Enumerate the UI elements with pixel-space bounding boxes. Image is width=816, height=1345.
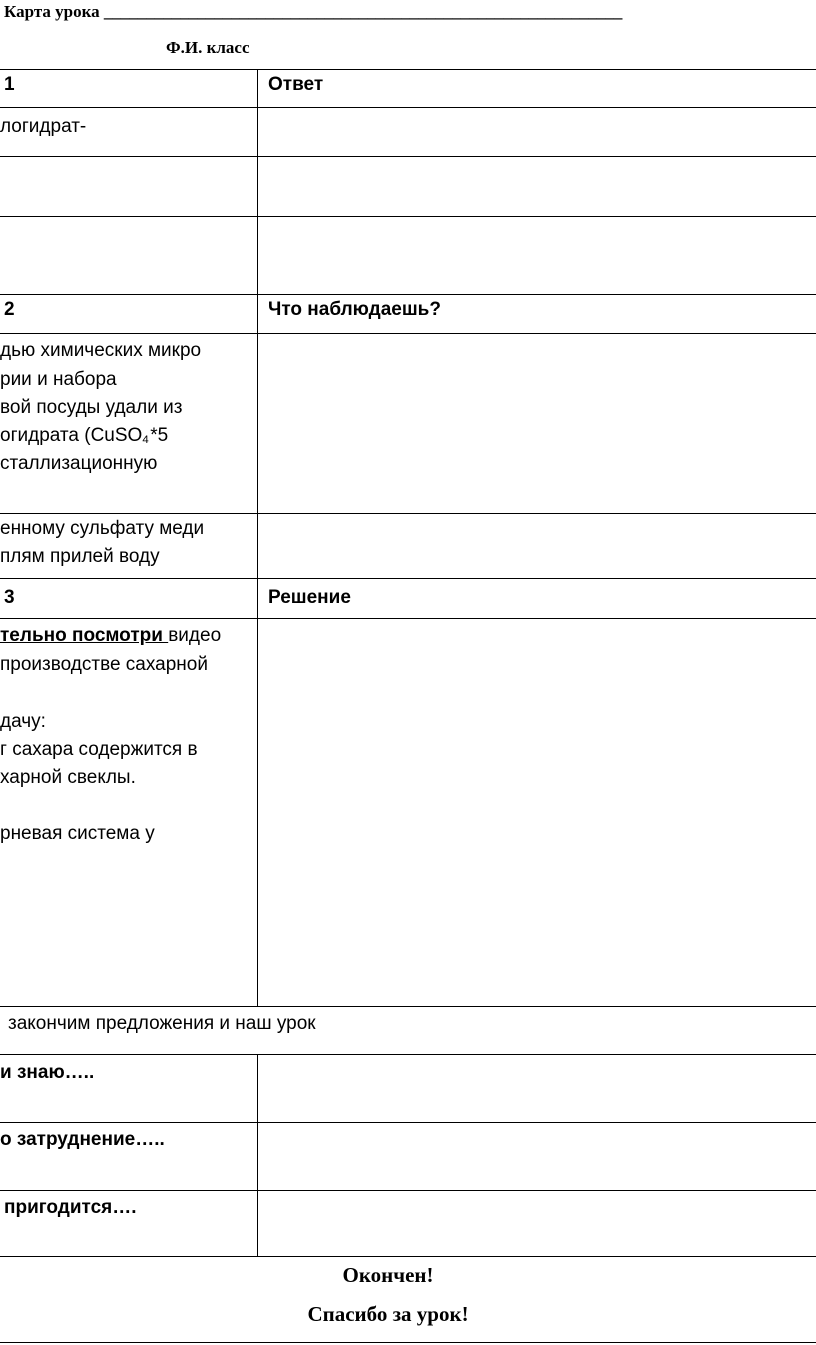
formula-subscript: 4 <box>142 434 149 446</box>
task-2-line: вой посуды удали из <box>0 397 183 418</box>
lesson-map-title <box>4 2 622 22</box>
row-divider <box>0 1122 816 1123</box>
task-2-step2-line: плям прилей воду <box>0 546 160 567</box>
task-3-line: дачу: <box>0 711 46 732</box>
observation-cell-1[interactable] <box>262 338 810 508</box>
answer-cell-3[interactable] <box>262 220 810 290</box>
task-3-line: харной свеклы. <box>0 767 136 788</box>
task-2-step2-line: енному сульфату меди <box>0 518 205 539</box>
row-divider <box>0 1190 816 1191</box>
answer-cell-2[interactable] <box>262 160 810 212</box>
row-divider <box>0 156 816 157</box>
lesson-finished: Окончен! <box>342 1263 434 1287</box>
task-2-line: рии и набора <box>0 369 117 390</box>
task-2-number: 2 <box>4 299 15 320</box>
row-divider <box>0 1256 816 1257</box>
formula-tail: *5 <box>150 425 169 446</box>
row-divider <box>0 578 816 579</box>
row-divider <box>0 513 816 514</box>
watch-carefully-text: тельно посмотри <box>0 625 169 646</box>
task-2-line: сталлизационную <box>0 453 158 474</box>
task-1-question: логидрат- <box>0 116 87 137</box>
observation-cell-2[interactable] <box>262 517 810 574</box>
student-name-class-label: Ф.И. класс <box>166 38 250 57</box>
table-top-border <box>0 69 816 70</box>
row-divider <box>0 107 816 108</box>
row-divider <box>0 618 816 619</box>
task-1-number: 1 <box>4 74 15 95</box>
row-divider <box>0 294 816 295</box>
task-3-line: рневая система у <box>0 823 155 844</box>
reflection-prompt-useful: пригодится…. <box>4 1197 137 1218</box>
reflection-answer-2[interactable] <box>262 1126 810 1186</box>
reflection-prompt-difficulty: о затруднение….. <box>0 1129 165 1150</box>
lesson-map-title-text: Карта урока <box>4 2 104 21</box>
row-divider <box>0 216 816 217</box>
row-divider <box>0 333 816 334</box>
answer-cell-1[interactable] <box>262 112 810 152</box>
reflection-prompt-know: и знаю….. <box>0 1062 95 1083</box>
task-2-line: огидрата (CuSO <box>0 425 143 446</box>
task-3-line: производстве сахарной <box>0 654 208 675</box>
task-3-line: г сахара содержится в <box>0 739 198 760</box>
reflection-intro: закончим предложения и наш урок <box>8 1013 316 1034</box>
task-2-line: дью химических микро <box>0 340 202 361</box>
thanks-message: Спасибо за урок! <box>307 1302 469 1326</box>
task-2-formula-line <box>0 425 168 447</box>
row-divider <box>0 1054 816 1055</box>
row-divider <box>0 1006 816 1007</box>
observe-header: Что наблюдаешь? <box>268 299 441 320</box>
task-3-number: 3 <box>4 587 15 608</box>
reflection-answer-1[interactable] <box>262 1058 810 1118</box>
reflection-answer-3[interactable] <box>262 1194 810 1252</box>
solution-header: Решение <box>268 587 351 608</box>
title-fill-line: _____________________________________________________________ <box>103 2 623 21</box>
task-3-intro <box>0 625 221 647</box>
column-divider <box>257 1054 258 1256</box>
solution-cell[interactable] <box>262 622 810 1002</box>
column-divider <box>257 69 258 1006</box>
video-word: видео <box>168 625 222 646</box>
answer-header: Ответ <box>268 74 324 95</box>
table-bottom-border <box>0 1342 816 1343</box>
